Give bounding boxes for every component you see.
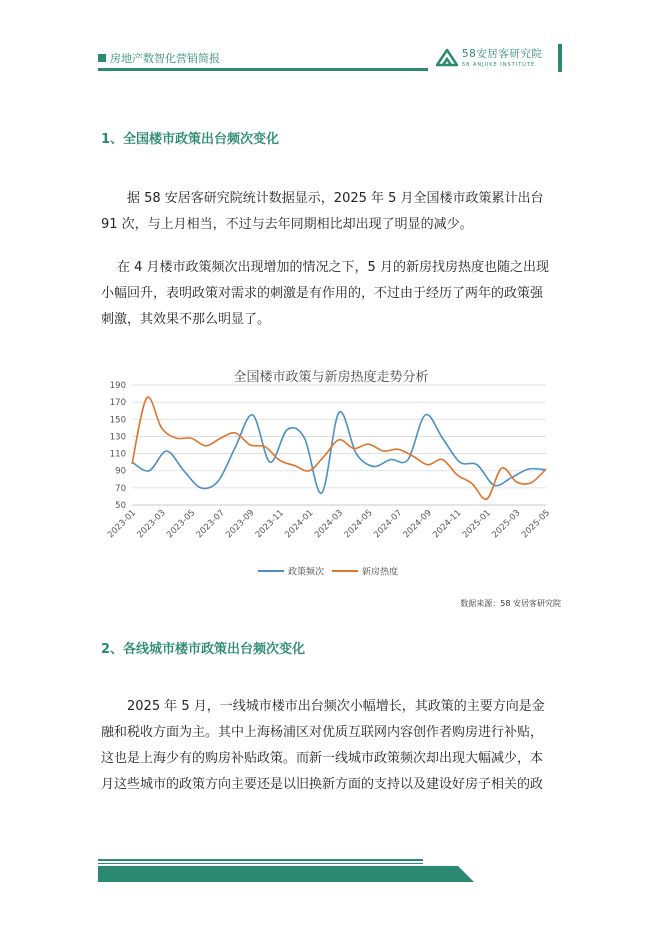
x-tick-label: 2023-03	[135, 508, 168, 541]
series-line-0	[132, 412, 546, 494]
x-tick-label: 2024-03	[312, 508, 346, 541]
logo-name: 58安居客研究院	[462, 48, 543, 60]
x-tick-label: 2024-09	[401, 508, 434, 541]
x-tick-label: 2025-01	[460, 508, 493, 541]
x-tick-label: 2023-09	[224, 508, 257, 541]
y-tick-label: 170	[109, 398, 126, 409]
x-tick-label: 2025-03	[490, 508, 523, 541]
y-tick-label: 90	[115, 466, 126, 477]
data-source-note: 数据来源：58 安居客研究院	[460, 599, 561, 608]
text-line: 91 次，与上月相当，不过与去年同期相比却出现了明显的减少。	[101, 217, 473, 232]
text-line: 小幅回升，表明政策对需求的刺激是有作用的，不过由于经历了两年的政策强	[101, 286, 544, 301]
section-1-title: 1、全国楼市政策出台频次变化	[101, 132, 280, 147]
text-line: 这也是上海少有的购房补贴政策。而新一线城市政策频次却出现大幅减少，本	[101, 751, 544, 766]
x-tick-label: 2023-07	[194, 508, 227, 541]
legend-label: 政策频次	[288, 567, 325, 578]
x-tick-label: 2024-01	[283, 508, 316, 541]
text-line: 刺激，其效果不那么明显了。	[101, 312, 271, 327]
y-tick-label: 70	[115, 483, 126, 494]
y-tick-label: 150	[109, 415, 126, 426]
x-tick-label: 2024-07	[372, 508, 405, 541]
header-rule	[98, 68, 428, 71]
brand-logo	[436, 46, 542, 68]
section-2-title: 2、各线城市楼市政策出台频次变化	[101, 642, 306, 657]
section-2-paragraph-1	[101, 694, 561, 798]
x-tick-label: 2024-05	[342, 508, 375, 541]
y-tick-label: 110	[109, 449, 126, 460]
chart-title: 全国楼市政策与新房热度走势分析	[233, 370, 429, 385]
section-1-paragraph-2	[101, 255, 561, 333]
page-header	[98, 44, 564, 74]
text-line: 融和税收方面为主。其中上海杨浦区对优质互联网内容创作者购房进行补贴，	[101, 725, 544, 740]
footer-rule-thin	[98, 863, 423, 864]
text-line: 在 4 月楼市政策频次出现增加的情况之下，5 月的新房找房热度也随之出现	[117, 260, 549, 275]
series-line-1	[132, 397, 546, 499]
report-title	[98, 50, 220, 66]
logo-subname: 58 ANJUKE INSTITUTE	[462, 62, 536, 68]
footer-rule	[98, 859, 423, 861]
y-tick-label: 190	[109, 381, 126, 391]
report-title-text: 房地产数智化营销简报	[110, 52, 220, 65]
x-tick-label: 2023-11	[253, 508, 286, 541]
y-tick-label: 130	[109, 432, 126, 443]
logo-mark-icon	[436, 47, 458, 67]
legend-label: 新房热度	[362, 567, 399, 578]
header-accent-bar	[558, 44, 562, 72]
x-tick-label: 2024-11	[431, 508, 464, 541]
text-line: 2025 年 5 月，一线城市楼市出台频次小幅增长，其政策的主要方向是金	[127, 699, 545, 714]
section-1-paragraph-1	[101, 186, 561, 238]
footer-band	[98, 866, 474, 882]
text-line: 据 58 安居客研究院统计数据显示，2025 年 5 月全国楼市政策累计出台	[127, 191, 544, 206]
x-tick-label: 2023-01	[105, 508, 139, 541]
x-tick-label: 2025-05	[519, 508, 553, 541]
text-line: 月这些城市的政策方向主要还是以旧换新方面的支持以及建设好房子相关的政	[101, 777, 544, 792]
y-tick-label: 50	[115, 501, 126, 511]
square-icon	[98, 54, 106, 62]
x-tick-label: 2023-05	[165, 508, 198, 541]
